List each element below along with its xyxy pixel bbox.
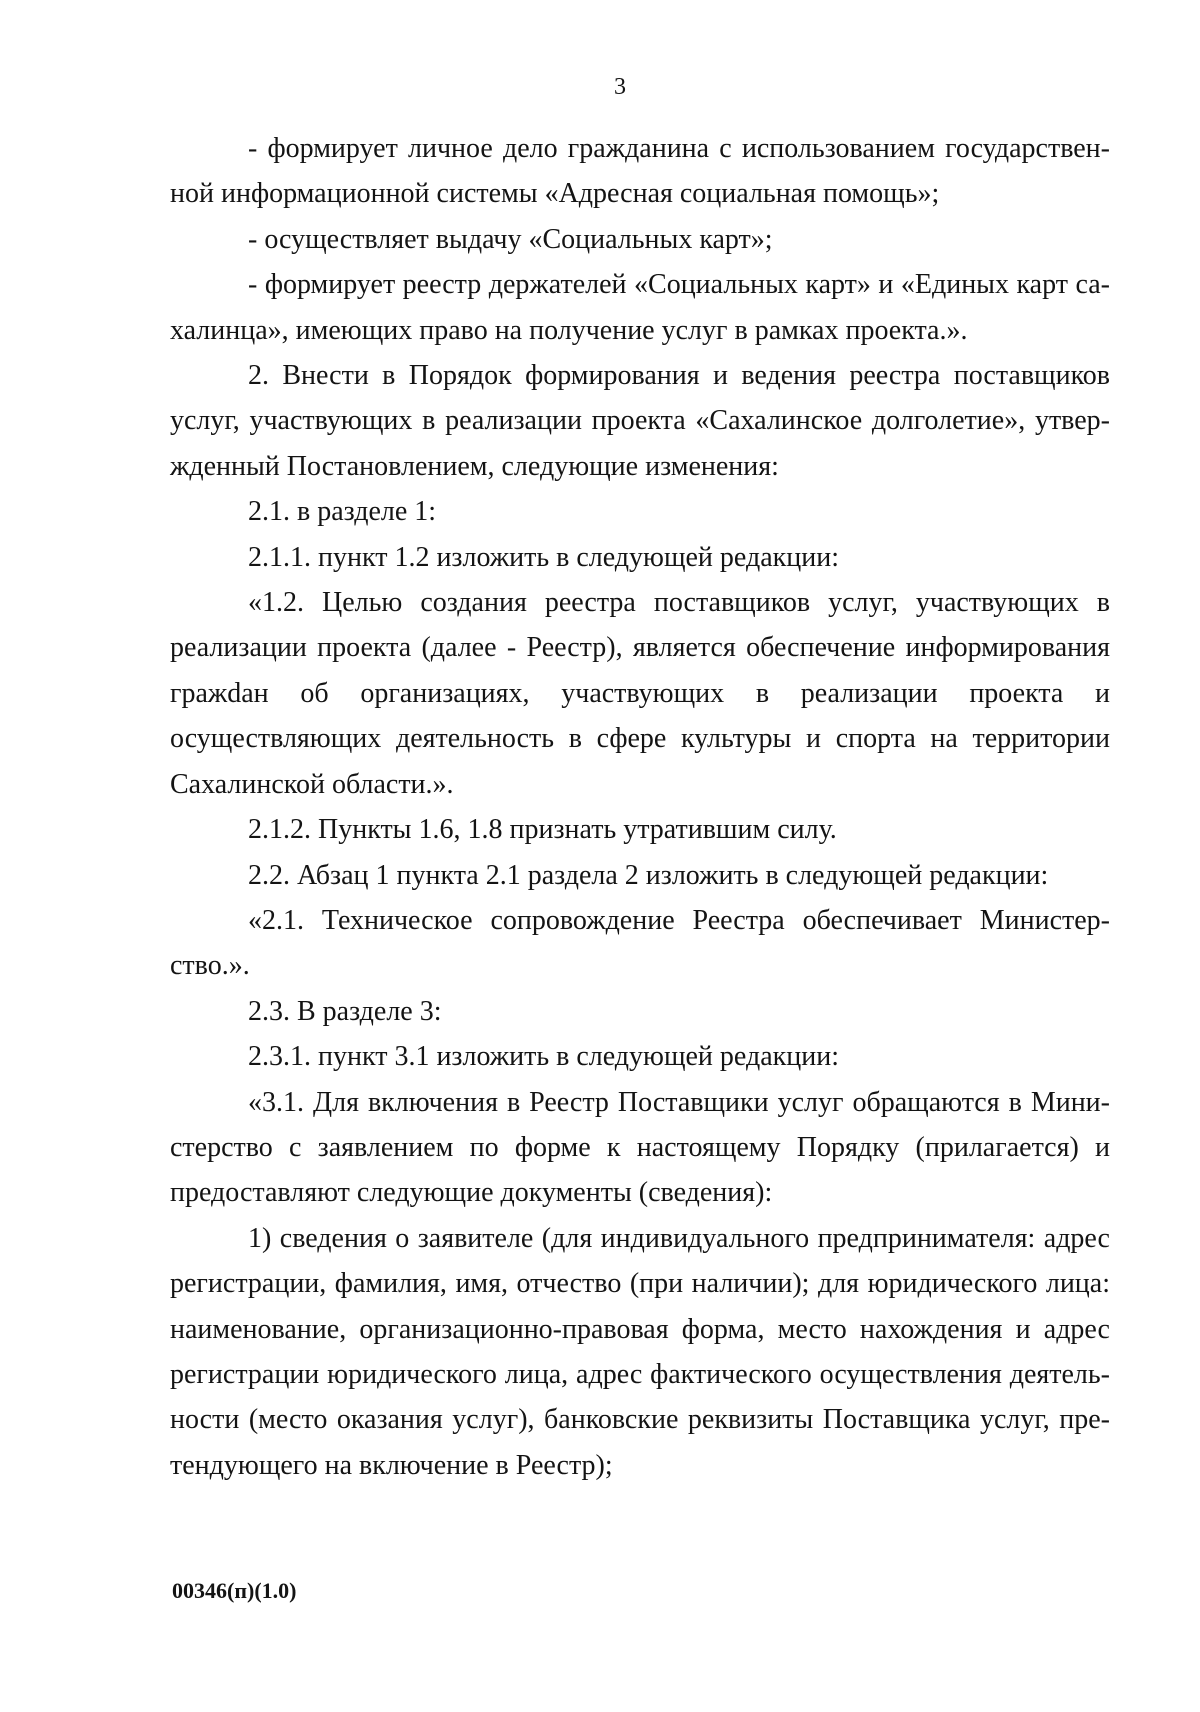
paragraph: 2.3.1. пункт 3.1 изложить в следующей редакции: bbox=[248, 1041, 839, 1073]
paragraph: - формирует личное дело гражданина с использованием государственной информационной системы «Адресная социальная помощь»; bbox=[170, 133, 1110, 210]
paragraph: «3.1. Для включения в Реестр Поставщики услуг обращаются в Министерство с заявлением по форме к настоящему Порядку (прилагается) и предоставляют следующие документы (сведения): bbox=[170, 1086, 1110, 1209]
paragraph: - формирует реестр держателей «Социальных карт» и «Единых карт сахалинца», имеющих право на получение услуг в рамках проекта.». bbox=[170, 269, 1110, 346]
paragraph: 2.1.1. пункт 1.2 изложить в следующей редакции: bbox=[248, 541, 839, 573]
paragraph: - осуществляет выдачу «Социальных карт»; bbox=[248, 223, 773, 255]
paragraph: 1) сведения о заявителе (для индивидуального предпринимателя: адрес регистрации, фамилия, имя, отчество (при наличии); для юридического лица: наименование, организационно-правовая форма, место нахождения и адрес регистрации юридического лица, адрес фактического осуществления деятельности (место оказания услуг), банковские реквизиты Поставщика услуг, претендующего на включение в Реестр); bbox=[170, 1222, 1110, 1481]
paragraph: «1.2. Целью создания реестра поставщиков услуг, участвующих в реализации проекта (далее - Реестр), является обеспечение информирования гражdан об организациях, участвующих в реализации проекта и осуществляющих деятельность в сфере культуры и спорта на территории Сахалинской области.». bbox=[170, 587, 1110, 800]
document-code: 00346(п)(1.0) bbox=[172, 1578, 297, 1603]
paragraph: 2.2. Абзац 1 пункта 2.1 раздела 2 изложить в следующей редакции: bbox=[248, 859, 1049, 891]
paragraph: 2.1. в разделе 1: bbox=[248, 496, 437, 528]
document-body bbox=[170, 126, 1110, 1488]
paragraph: 2.1.2. Пункты 1.6, 1.8 признать утратившим силу. bbox=[248, 814, 837, 846]
paragraph: 2.3. В разделе 3: bbox=[248, 995, 442, 1027]
paragraph: 2. Внести в Порядок формирования и ведения реестра поставщиков услуг, участвующих в реализации проекта «Сахалинское долголетие», утвержденный Постановлением, следующие изменения: bbox=[170, 360, 1110, 482]
paragraph: «2.1. Техническое сопровождение Реестра обеспечивает Министерство.». bbox=[170, 904, 1110, 982]
page-number: 3 bbox=[614, 74, 626, 100]
